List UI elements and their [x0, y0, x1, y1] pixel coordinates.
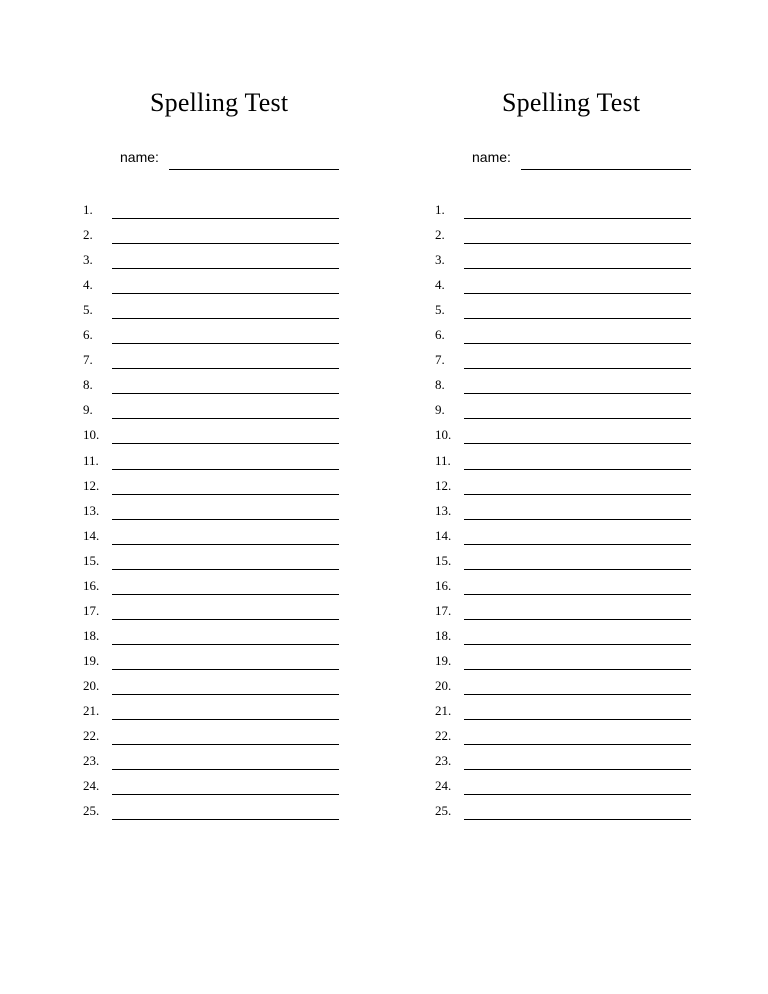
list-item [352, 401, 736, 426]
item-number: 17. [83, 602, 100, 618]
list-item [0, 502, 384, 527]
item-number: 25. [435, 803, 452, 819]
item-number: 11. [83, 452, 99, 468]
item-number: 19. [435, 652, 452, 668]
item-number: 2. [83, 227, 93, 243]
item-number: 7. [435, 352, 445, 368]
list-item [0, 251, 384, 276]
answer-line[interactable] [112, 819, 339, 820]
item-number: 10. [83, 427, 100, 443]
answer-line[interactable] [112, 293, 339, 294]
item-number: 18. [83, 627, 100, 643]
spelling-test-sheet-right [352, 0, 736, 994]
item-number: 14. [435, 527, 452, 543]
answer-line[interactable] [464, 519, 691, 520]
list-item [0, 677, 384, 702]
list-item [352, 677, 736, 702]
item-number: 23. [435, 753, 452, 769]
answer-line[interactable] [464, 744, 691, 745]
answer-line[interactable] [464, 393, 691, 394]
list-item [0, 452, 384, 477]
list-item [352, 552, 736, 577]
list-item [352, 652, 736, 677]
answer-line[interactable] [464, 343, 691, 344]
answer-line[interactable] [464, 318, 691, 319]
answer-line[interactable] [464, 719, 691, 720]
answer-line[interactable] [112, 218, 339, 219]
item-number: 9. [83, 402, 93, 418]
answer-line[interactable] [464, 794, 691, 795]
answer-line[interactable] [112, 268, 339, 269]
answer-line[interactable] [112, 769, 339, 770]
answer-line[interactable] [112, 669, 339, 670]
item-number: 21. [435, 703, 452, 718]
list-item [352, 502, 736, 527]
item-number: 5. [83, 302, 93, 318]
answer-line[interactable] [112, 343, 339, 344]
item-number: 6. [435, 327, 445, 343]
item-number: 5. [435, 302, 445, 318]
answer-line[interactable] [112, 544, 339, 545]
list-item [352, 226, 736, 251]
list-item [352, 752, 736, 777]
list-item [352, 727, 736, 752]
list-item [0, 652, 384, 677]
list-item [352, 426, 736, 451]
answer-line[interactable] [464, 293, 691, 294]
list-item [352, 802, 736, 827]
list-item [0, 376, 384, 401]
answer-line[interactable] [112, 243, 339, 244]
item-number: 19. [83, 652, 100, 668]
list-item [0, 627, 384, 652]
answer-line[interactable] [112, 494, 339, 495]
list-item [352, 351, 736, 376]
name-answer-line[interactable] [169, 169, 339, 170]
list-item [0, 226, 384, 251]
list-item [352, 376, 736, 401]
answer-line[interactable] [464, 594, 691, 595]
answer-line[interactable] [464, 494, 691, 495]
item-number: 22. [83, 728, 100, 744]
item-number: 1. [435, 202, 445, 217]
item-number: 4. [83, 277, 93, 293]
list-item [0, 276, 384, 301]
list-item [0, 802, 384, 827]
answer-line[interactable] [112, 519, 339, 520]
list-item [0, 326, 384, 351]
answer-line[interactable] [112, 619, 339, 620]
sheet-title: Spelling Test [150, 88, 289, 117]
item-number: 6. [83, 327, 93, 343]
item-number: 3. [435, 252, 445, 268]
list-item [352, 301, 736, 326]
item-number: 18. [435, 627, 452, 643]
list-item [352, 477, 736, 502]
answer-line[interactable] [464, 218, 691, 219]
item-number: 8. [435, 377, 445, 393]
item-number: 21. [83, 703, 100, 718]
item-number: 2. [435, 227, 445, 243]
list-item [0, 351, 384, 376]
name-label: name: [120, 149, 159, 165]
list-item [0, 477, 384, 502]
answer-line[interactable] [112, 318, 339, 319]
list-item [352, 452, 736, 477]
answer-line[interactable] [112, 569, 339, 570]
answer-line[interactable] [112, 393, 339, 394]
answer-line[interactable] [464, 544, 691, 545]
answer-line[interactable] [112, 418, 339, 419]
answer-line[interactable] [112, 744, 339, 745]
item-number: 12. [435, 477, 452, 493]
answer-line[interactable] [464, 368, 691, 369]
item-number: 25. [83, 803, 100, 819]
answer-line[interactable] [464, 644, 691, 645]
list-item [352, 276, 736, 301]
item-number: 16. [83, 577, 100, 593]
item-number: 8. [83, 377, 93, 393]
list-item [0, 727, 384, 752]
list-item [0, 401, 384, 426]
item-number: 16. [435, 577, 452, 593]
list-item [352, 627, 736, 652]
item-number: 22. [435, 728, 452, 744]
list-item [352, 577, 736, 602]
item-number: 24. [83, 778, 100, 794]
list-item [352, 201, 736, 226]
list-item [352, 251, 736, 276]
item-number: 1. [83, 202, 93, 217]
answer-line[interactable] [464, 619, 691, 620]
name-answer-line[interactable] [521, 169, 691, 170]
item-number: 20. [83, 677, 100, 693]
item-number: 24. [435, 778, 452, 794]
answer-line[interactable] [464, 243, 691, 244]
answer-line[interactable] [112, 644, 339, 645]
answer-line[interactable] [112, 794, 339, 795]
item-number: 15. [83, 552, 100, 568]
answer-line[interactable] [464, 418, 691, 419]
answer-line[interactable] [464, 268, 691, 269]
item-number: 17. [435, 602, 452, 618]
answer-line[interactable] [112, 719, 339, 720]
answer-line[interactable] [112, 368, 339, 369]
answer-line[interactable] [112, 694, 339, 695]
answer-line[interactable] [112, 443, 339, 444]
item-number: 13. [83, 502, 100, 518]
list-item [0, 552, 384, 577]
item-number: 12. [83, 477, 100, 493]
item-number: 14. [83, 527, 100, 543]
sheet-title: Spelling Test [502, 88, 641, 117]
answer-line[interactable] [464, 819, 691, 820]
item-number: 3. [83, 252, 93, 268]
list-item [0, 702, 384, 727]
name-label: name: [472, 149, 511, 165]
item-number: 23. [83, 753, 100, 769]
list-item [352, 602, 736, 627]
item-number: 20. [435, 677, 452, 693]
list-item [0, 602, 384, 627]
list-item [0, 301, 384, 326]
list-item [352, 702, 736, 727]
list-item [352, 527, 736, 552]
answer-line[interactable] [464, 443, 691, 444]
answer-line[interactable] [464, 694, 691, 695]
list-item [352, 777, 736, 802]
list-item [0, 527, 384, 552]
item-number: 11. [435, 452, 451, 468]
list-item [0, 752, 384, 777]
list-item [0, 426, 384, 451]
list-item [0, 577, 384, 602]
item-number: 7. [83, 352, 93, 368]
list-item [0, 777, 384, 802]
answer-line[interactable] [112, 594, 339, 595]
item-number: 9. [435, 402, 445, 418]
answer-line[interactable] [464, 469, 691, 470]
item-number: 13. [435, 502, 452, 518]
answer-line[interactable] [464, 569, 691, 570]
item-number: 10. [435, 427, 452, 443]
item-number: 4. [435, 277, 445, 293]
answer-line[interactable] [112, 469, 339, 470]
answer-line[interactable] [464, 769, 691, 770]
item-number: 15. [435, 552, 452, 568]
list-item [0, 201, 384, 226]
answer-line[interactable] [464, 669, 691, 670]
list-item [352, 326, 736, 351]
